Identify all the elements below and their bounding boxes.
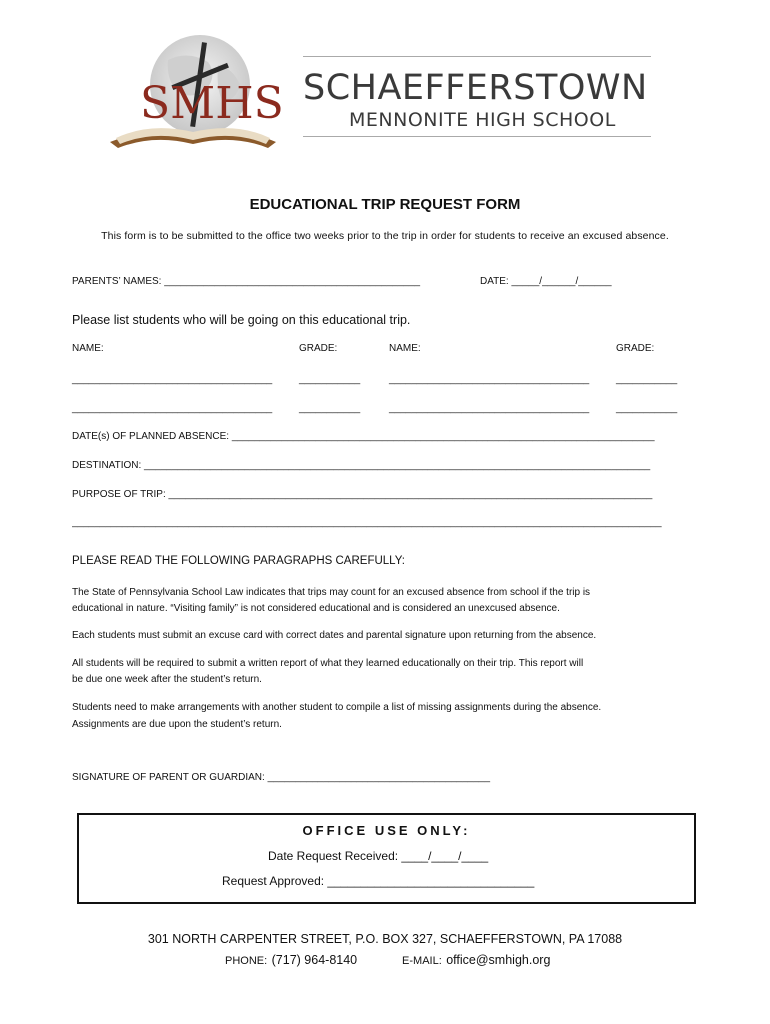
paragraph-line: Assignments are due upon the student’s return.	[72, 719, 282, 730]
read-heading: PLEASE READ THE FOLLOWING PARAGRAPHS CAREFULLY:	[72, 555, 405, 567]
student-name-field[interactable]: ____________________________________	[389, 403, 590, 414]
logo-letters: SMHS	[140, 78, 284, 129]
student-grade-field[interactable]: ___________	[616, 374, 678, 385]
paragraph-line: Each students must submit an excuse card with correct dates and parental signature upon returning from the absence.	[72, 630, 597, 641]
request-approved-field[interactable]: Request Approved: _______________________________	[222, 874, 535, 888]
column-name-2: NAME:	[389, 343, 421, 354]
student-name-field[interactable]: ____________________________________	[389, 374, 590, 385]
paragraph-line: Students need to make arrangements with another student to compile a list of missing assignments during the absence.	[72, 702, 602, 713]
phone-label: PHONE:	[225, 955, 268, 967]
date-received-field[interactable]: Date Request Received: ____/____/____	[268, 849, 489, 863]
paragraph-line: The State of Pennsylvania School Law indicates that trips may count for an excused absence from school if the trip is	[72, 587, 591, 598]
date-field[interactable]: DATE: _____/______/______	[480, 276, 612, 287]
school-address: 301 NORTH CARPENTER STREET, P.O. BOX 327, SCHAEFFERSTOWN, PA 17088	[147, 932, 623, 946]
student-name-field[interactable]: ____________________________________	[72, 403, 273, 414]
student-grade-field[interactable]: ___________	[616, 403, 678, 414]
office-use-title: OFFICE USE ONLY:	[302, 823, 471, 838]
email-label: E-MAIL:	[402, 955, 442, 967]
column-grade-2: GRADE:	[616, 343, 655, 354]
header-rule-bottom	[303, 136, 651, 137]
purpose-field[interactable]: PURPOSE OF TRIP: _______________________________________________________________________________________	[72, 489, 653, 500]
paragraph-line: All students will be required to submit a written report of what they learned educationally on their trip. This report will	[72, 658, 584, 669]
contact-line	[225, 951, 550, 969]
form-intro: This form is to be submitted to the office two weeks prior to the trip in order for students to receive an excused absence.	[101, 230, 669, 242]
phone-number: (717) 964-8140	[271, 953, 358, 967]
student-grade-field[interactable]: ___________	[299, 403, 361, 414]
paragraph-line: educational in nature. “Visiting family” is not considered educational and is considered an unexcused absence.	[72, 603, 560, 614]
purpose-continued-field[interactable]: __________________________________________________________________________________________________________	[72, 517, 662, 528]
paragraph-line: be due one week after the student’s return.	[72, 674, 262, 685]
form-title: EDUCATIONAL TRIP REQUEST FORM	[249, 196, 521, 213]
student-grade-field[interactable]: ___________	[299, 374, 361, 385]
school-name: SCHAEFFERSTOWN	[303, 68, 648, 108]
header-rule-top	[303, 56, 651, 57]
school-subtitle: MENNONITE HIGH SCHOOL	[349, 109, 616, 131]
destination-field[interactable]: DESTINATION: ___________________________________________________________________________________________	[72, 460, 651, 471]
students-prompt: Please list students who will be going on this educational trip.	[72, 313, 411, 327]
student-name-field[interactable]: ____________________________________	[72, 374, 273, 385]
column-grade-1: GRADE:	[299, 343, 338, 354]
planned-absence-dates-field[interactable]: DATE(s) OF PLANNED ABSENCE: ____________________________________________________________________________	[72, 431, 655, 442]
column-name-1: NAME:	[72, 343, 104, 354]
signature-field[interactable]: SIGNATURE OF PARENT OR GUARDIAN: ________________________________________	[72, 772, 491, 783]
email-address[interactable]: office@smhigh.org	[446, 953, 551, 967]
parents-names-field[interactable]: PARENTS’ NAMES: ______________________________________________	[72, 276, 421, 287]
